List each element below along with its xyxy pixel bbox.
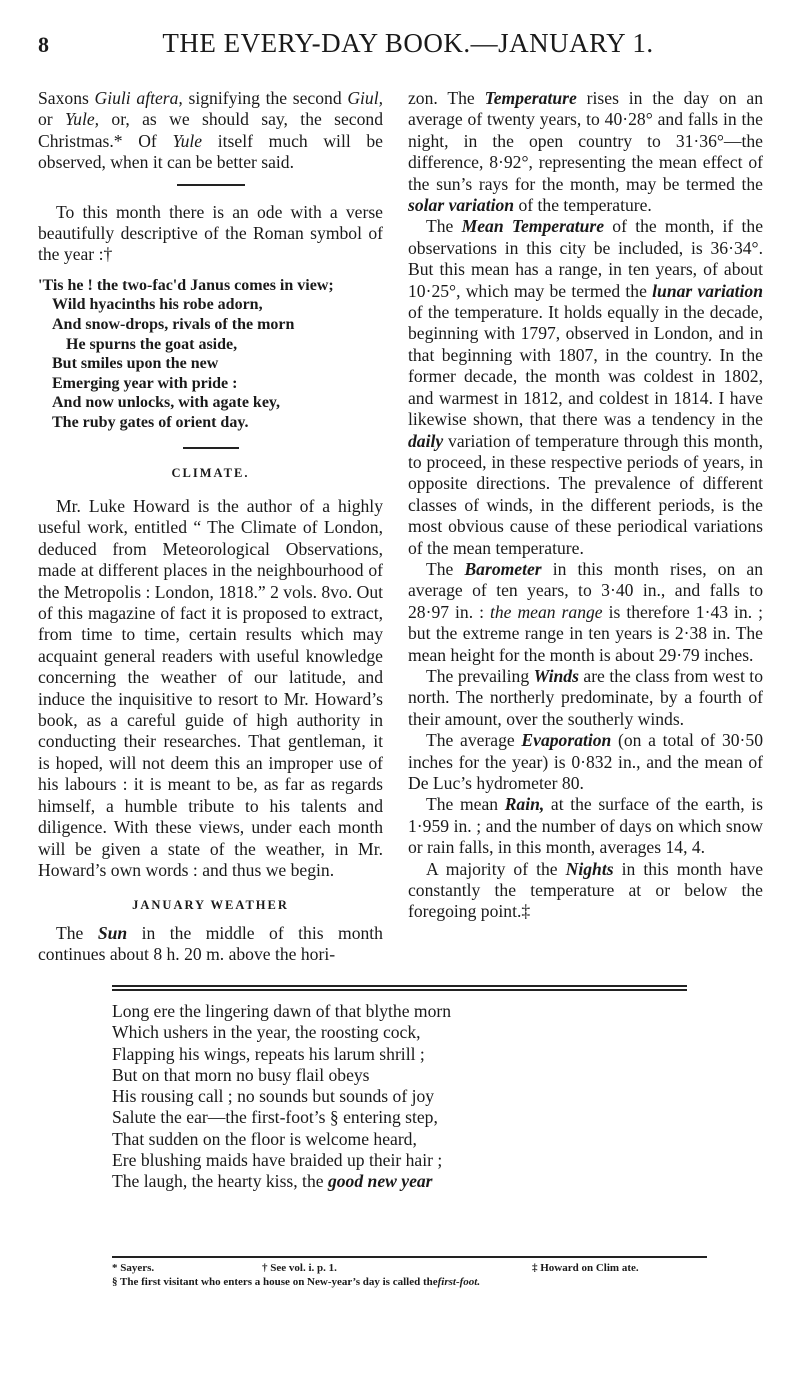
page-header xyxy=(38,28,778,68)
paragraph-ode-intro: To this month there is an ode with a verse beautifully descriptive of the Roman symbol of the year :† xyxy=(38,201,383,265)
poem-line: The ruby gates of orient day. xyxy=(52,414,249,431)
poem-line: He spurns the goat aside, xyxy=(66,335,238,353)
right-column xyxy=(408,88,763,923)
closing-divider-bottom xyxy=(112,989,687,991)
footnote-see-vol: † See vol. i. p. 1. xyxy=(262,1262,337,1274)
poem-line: Which ushers in the year, the roosting cock, xyxy=(112,1022,421,1043)
term-giuli-aftera: Giuli aftera, xyxy=(94,88,183,108)
january-weather-heading: JANUARY WEATHER xyxy=(132,898,289,913)
poem-line: Salute the ear—the first-foot’s § entering step, xyxy=(112,1107,438,1128)
paragraph-barometer: The Barometer in this month rises, on an average of ten years, to 3·40 in., and falls to 28·97 in. : the mean range is therefore 1·43 in. ; but the extreme range in ten years is 2·38 in. The mean height for the month is about 29·79 inches. xyxy=(408,558,763,665)
poem-line: 'Tis he ! the two-fac'd Janus comes in view; xyxy=(38,276,334,294)
poem-line: Emerging year with pride : xyxy=(52,374,238,392)
paragraph-winds: The prevailing Winds are the class from west to north. The northerly predominate, by a fourth of their amount, over the southerly winds. xyxy=(408,665,763,729)
paragraph-evaporation: The average Evaporation (on a total of 30·50 inches for the year) is 0·832 in., and the mean of De Luc’s hydrometer 80. xyxy=(408,730,763,793)
poem-line: That sudden on the floor is welcome heard, xyxy=(112,1128,417,1149)
janus-poem xyxy=(38,276,383,433)
closing-divider-top xyxy=(112,985,687,987)
footnote-sayers: * Sayers. xyxy=(112,1262,155,1274)
paragraph-nights: A majority of the Nights in this month have constantly the temperature at or below the foregoing point.‡ xyxy=(408,858,764,922)
term-mean-range: the mean range xyxy=(489,601,603,622)
term-nights: Nights xyxy=(565,858,614,879)
paragraph-rain: The mean Rain, at the surface of the earth, is 1·959 in. ; and the number of days on which snow or rain falls, in this month, averages 14, 4. xyxy=(408,794,764,858)
section-divider xyxy=(183,447,239,449)
climate-heading: CLIMATE. xyxy=(171,465,250,480)
term-lunar-variation: lunar variation xyxy=(652,280,763,301)
footnote-rule xyxy=(112,1256,707,1258)
poem-line: Flapping his wings, repeats his larum shrill ; xyxy=(112,1043,425,1064)
phrase-good-new-year: good new year xyxy=(327,1171,433,1192)
term-sun: Sun xyxy=(97,922,128,943)
left-column xyxy=(38,88,383,966)
poem-line: Long ere the lingering dawn of that blythe morn xyxy=(112,1001,452,1021)
term-mean-temperature: Mean Temperature xyxy=(461,216,605,237)
poem-line: But on that morn no busy flail obeys xyxy=(112,1064,370,1085)
poem-line: But smiles upon the new xyxy=(52,355,219,373)
running-title: THE EVERY-DAY BOOK.—JANUARY 1. xyxy=(162,28,654,58)
footnote-howard: ‡ Howard on Clim ate. xyxy=(532,1262,639,1274)
poem-line: And now unlocks, with agate key, xyxy=(52,394,281,412)
poem-line: And snow-drops, rivals of the morn xyxy=(52,316,295,334)
paragraph-sun: The Sun in the middle of this month continues about 8 h. 20 m. above the hori- xyxy=(38,922,383,965)
poem-line: The laugh, the hearty kiss, the good new year xyxy=(112,1171,433,1192)
term-yule-2: Yule xyxy=(172,130,203,151)
page-number: 8 xyxy=(38,32,49,57)
first-foot-poem xyxy=(112,1001,687,1193)
footnotes xyxy=(112,1261,712,1289)
term-evaporation: Evaporation xyxy=(521,730,612,751)
paragraph-mean-temperature: The Mean Temperature of the month, if the observations in this city be included, is 36·34°. But this mean has a range, in ten years, of about 10·25°, which may be termed the lunar variation of the temperature. It holds equally in the decade, beginning with 1797, observed in London, and in that beginning with 1807, in the country. In the former decade, the month was coldest in 1802, and warmest in 1812, and coldest in 1814. I have likewise shown, that there was a tendency in the daily variation of temperature through this month, to proceed, in these respective periods of years, in opposite directions. The prevalence of different classes of winds, in the different periods, is the most obvious cause of these periodical variations of the mean temperature. xyxy=(408,216,763,558)
paragraph-temperature: zon. The Temperature rises in the day on an average of twenty years, to 40·28° and falls in the night, in the open country to 31·36°—the difference, 8·92°, representing the mean effect of the sun’s rays for the month, may be termed the solar variation of the temperature. xyxy=(408,88,764,216)
term-solar-variation: solar variation xyxy=(408,195,515,216)
poem-line: His rousing call ; no sounds but sounds of joy xyxy=(112,1086,435,1107)
paragraph-howard: Mr. Luke Howard is the author of a highly useful work, entitled “ The Climate of London, deduced from Meteorological Observations, made at different places in the neighbourhood of the Metropolis : London, 1818.” 2 vols. 8vo. Out of this magazine of fact it is proposed to extract, from time to time, certain results which may acquaint general readers with useful knowledge concerning the weather of our latitude, and induce the inquisitive to resort to Mr. Howard’s book, as a careful guide of high authority in conducting their researches. That gentleman, it is hoped, will not deem this an improper use of his labours : it is meant to be, as far as regards himself, a humble tribute to his talents and diligence. With these views, under each month will be given a state of the weather, in Mr. Howard’s own words : and thus we begin. xyxy=(38,496,384,880)
poem-line: Wild hyacinths his robe adorn, xyxy=(52,296,263,314)
section-divider xyxy=(177,184,245,186)
footnote-first-foot: § The first visitant who enters a house on New-year’s day is called thefirst-foot. xyxy=(112,1276,481,1288)
paragraph-saxons: Saxons Giuli aftera, signifying the second Giul, or Yule, or, as we should say, the second Christmas.* Of Yule itself much will be observed, when it can be better said. xyxy=(38,88,383,173)
term-rain: Rain, xyxy=(504,794,545,815)
poem-line: Ere blushing maids have braided up their hair ; xyxy=(112,1150,443,1171)
term-winds: Winds xyxy=(533,665,579,686)
term-temperature: Temperature xyxy=(484,88,577,108)
term-barometer: Barometer xyxy=(464,558,542,579)
term-yule: Yule, xyxy=(65,109,100,130)
term-giul: Giul, xyxy=(347,88,383,108)
term-daily: daily xyxy=(408,430,444,451)
